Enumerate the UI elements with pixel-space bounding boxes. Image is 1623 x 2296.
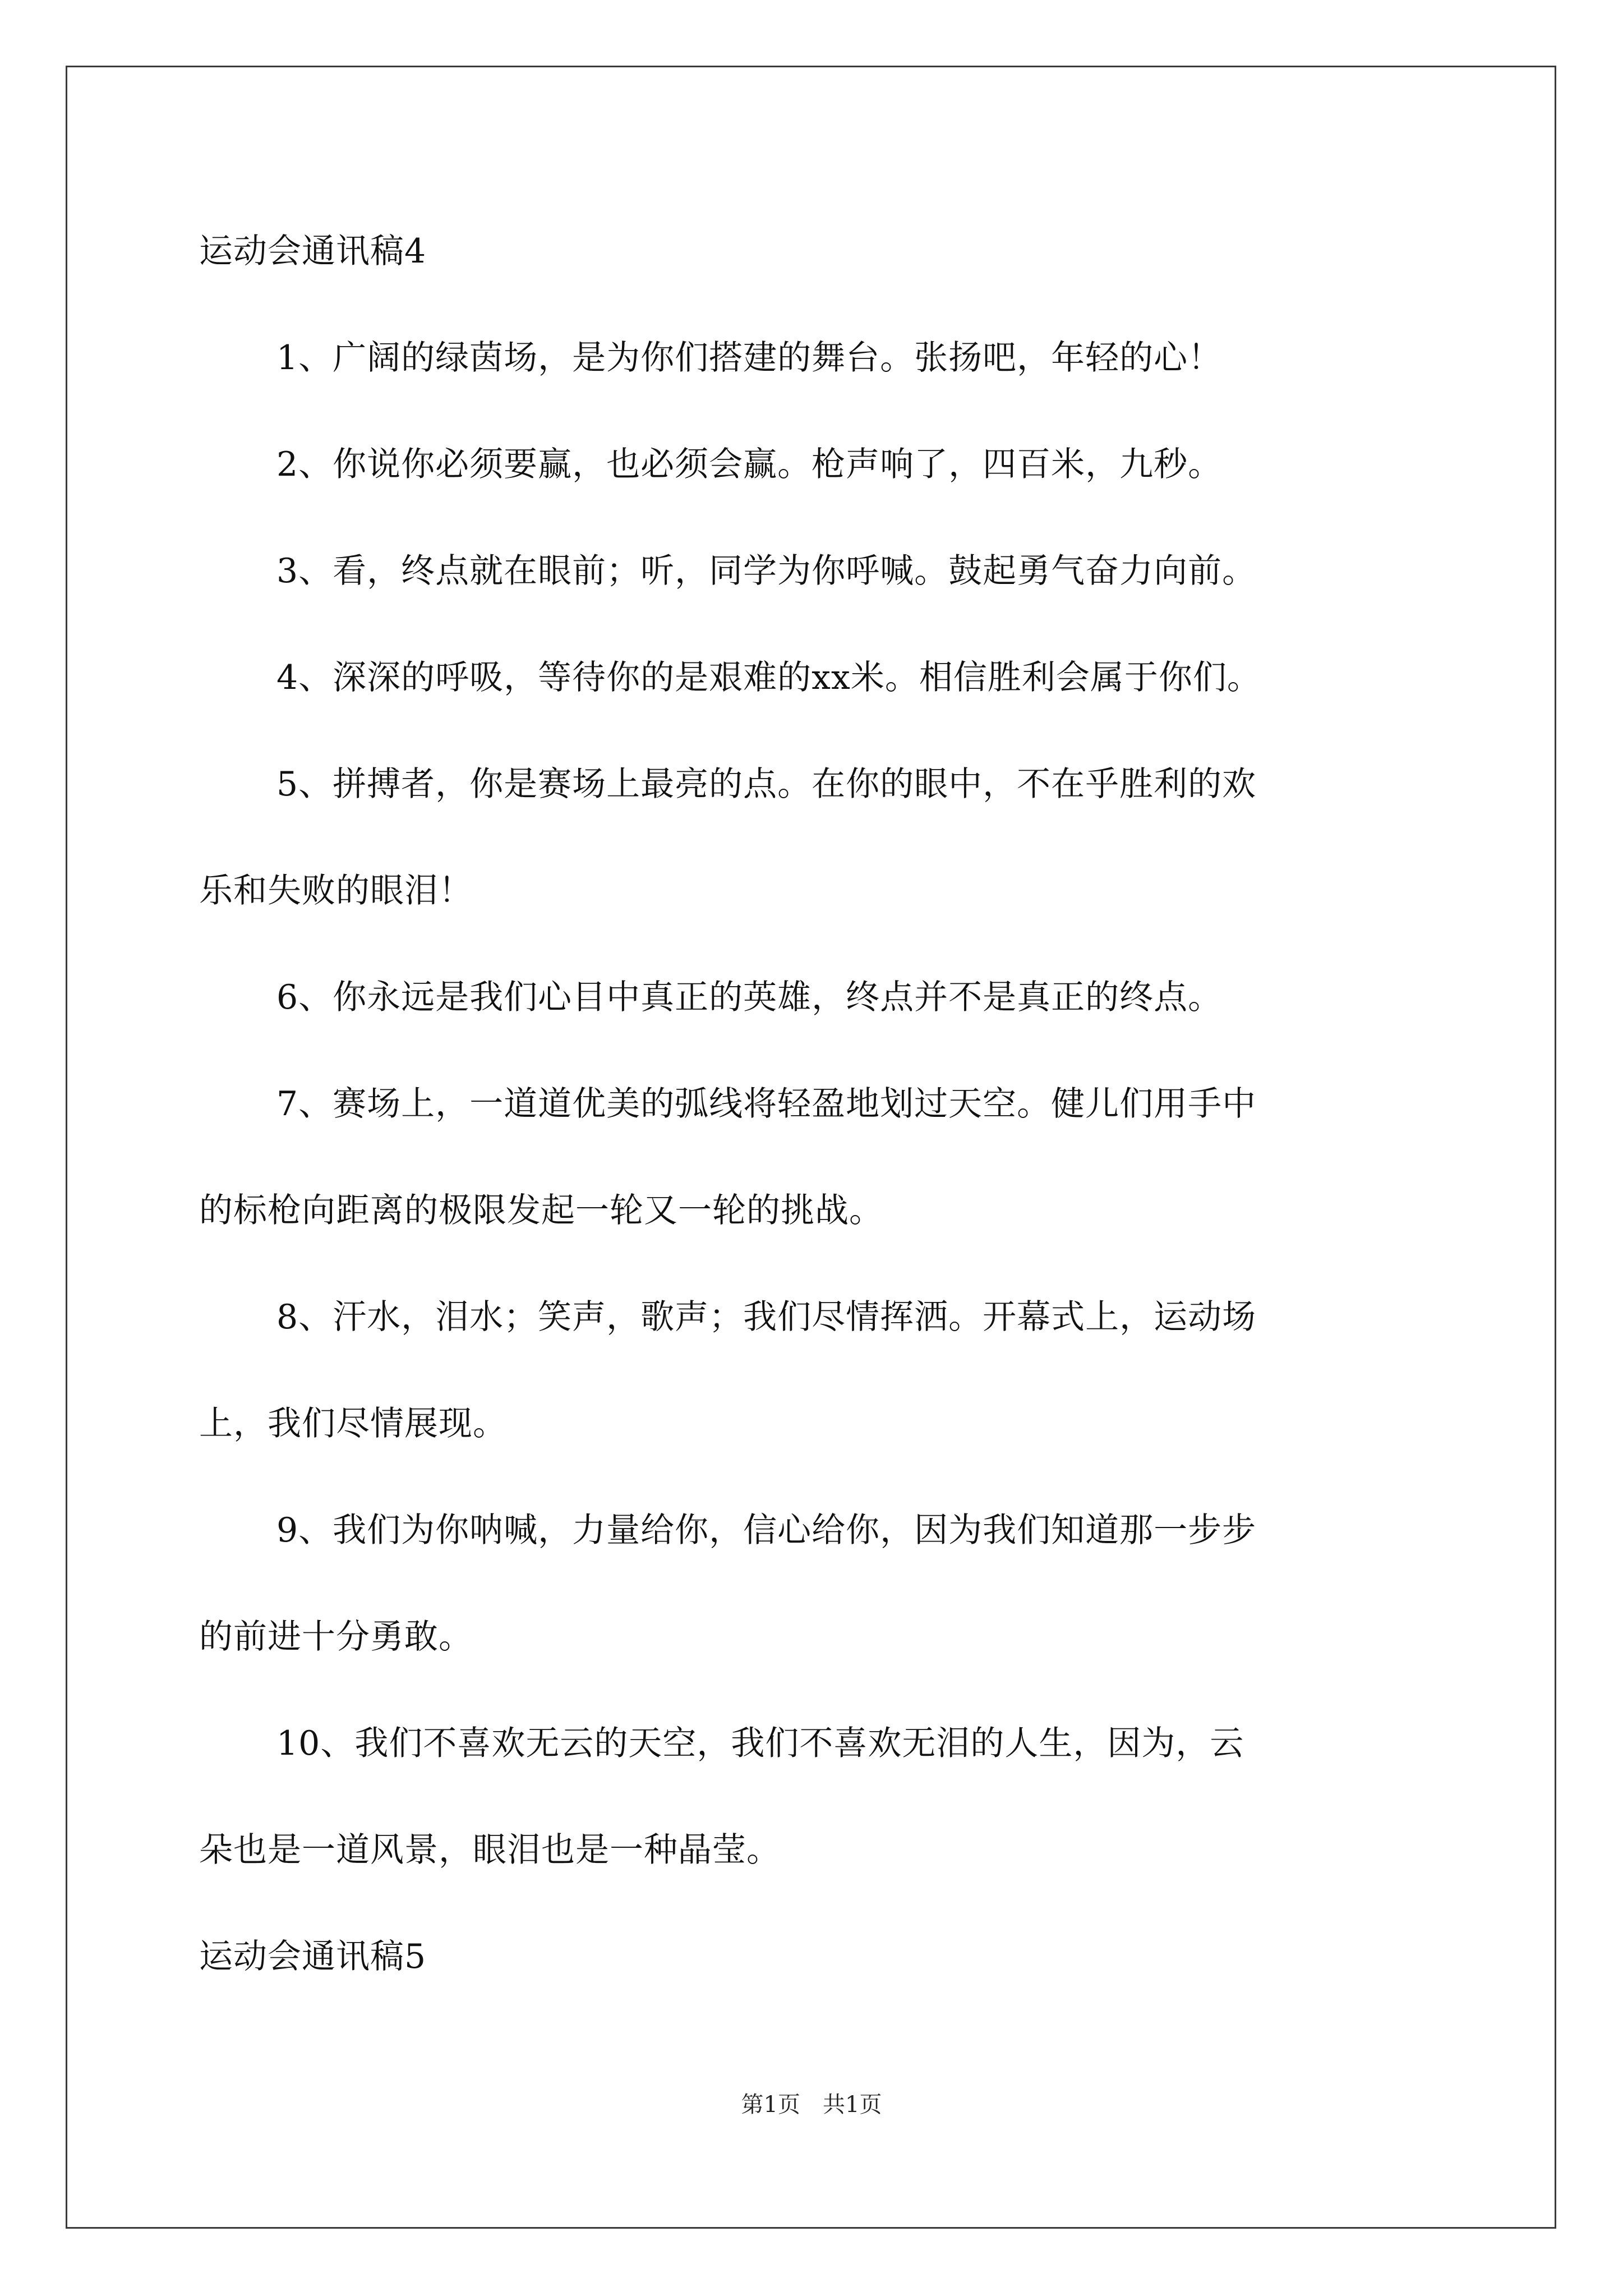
item-2-line-1: 2、你说你必须要赢，也必须会赢。枪声响了，四百米，九秒。 [276,445,1223,484]
item-6-line-1: 6、你永远是我们心目中真正的英雄，终点并不是真正的终点。 [276,978,1223,1017]
item-7-line-1: 7、赛场上，一道道优美的弧线将轻盈地划过天空。健儿们用手中 [276,1084,1257,1124]
item-5-line-1: 5、拼搏者，你是赛场上最亮的点。在你的眼中，不在乎胜利的欢 [276,765,1257,804]
item-1-line-1: 1、广阔的绿茵场，是为你们搭建的舞台。张扬吧，年轻的心！ [276,338,1223,378]
item-7-line-2: 的标枪向距离的极限发起一轮又一轮的挑战。 [199,1191,883,1230]
item-8-line-2: 上，我们尽情展现。 [199,1404,507,1443]
item-9-line-1: 9、我们为你呐喊，力量给你，信心给你，因为我们知道那一步步 [276,1511,1257,1550]
item-8-line-1: 8、汗水，泪水；笑声，歌声；我们尽情挥洒。开幕式上，运动场 [276,1297,1257,1337]
item-10-line-2: 朵也是一道风景，眼泪也是一种晶莹。 [199,1830,781,1870]
section-heading-4: 运动会通讯稿4 [199,232,427,271]
section-heading-5: 运动会通讯稿5 [199,1937,427,1976]
item-3-line-1: 3、看，终点就在眼前；听，同学为你呼喊。鼓起勇气奋力向前。 [276,551,1257,591]
item-5-line-2: 乐和失败的眼泪！ [199,871,473,910]
page-footer [0,2090,1623,2119]
page-number: 第1页 [741,2092,800,2118]
item-4-line-1: 4、深深的呼吸，等待你的是艰难的xx米。相信胜利会属于你们。 [276,658,1261,697]
item-9-line-2: 的前进十分勇敢。 [199,1617,473,1657]
page-total: 共1页 [823,2092,882,2118]
item-10-line-1: 10、我们不喜欢无云的天空，我们不喜欢无泪的人生，因为，云 [276,1724,1244,1763]
page-border [66,66,1556,2229]
